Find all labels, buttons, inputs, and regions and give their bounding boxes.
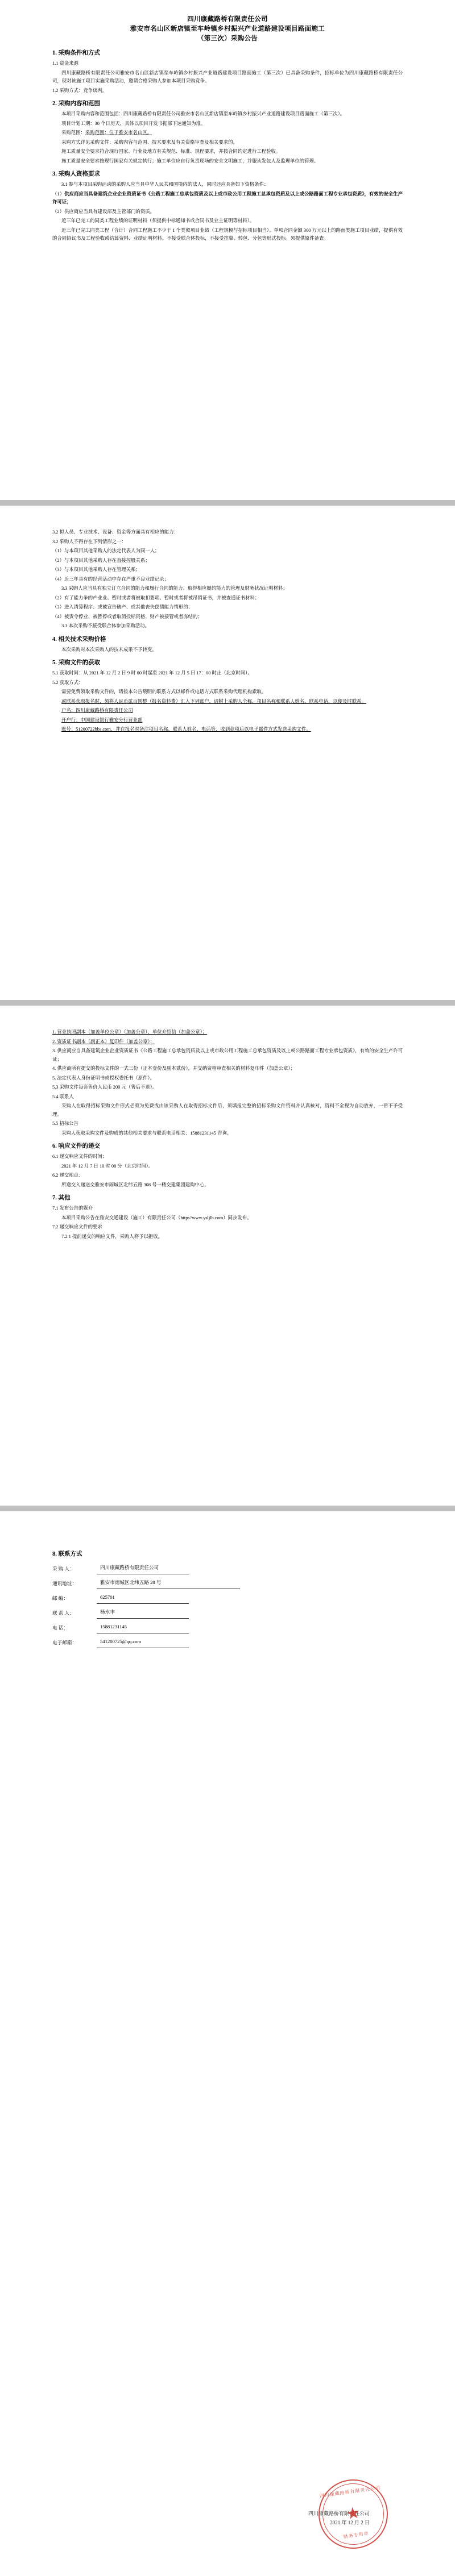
paragraph: 5.2 获取方式：	[52, 680, 84, 685]
paragraph: 7.1 发布公告的媒介	[52, 1206, 93, 1211]
contact-row	[52, 1636, 403, 1648]
paragraph: 账号：51200722bbs.com，并在报名时备注项目名称、联系人姓名、电话等，收到款项后以电子邮件方式发送采购文件。	[61, 727, 311, 732]
paragraph: 3.2 拟人员、专业技术、设备、资金等方面具有相应的能力：	[52, 530, 179, 535]
paragraph: （3）与本项目其他采购人存在管理关系；	[52, 567, 140, 572]
contact-value-email: 541200725@qq.com	[97, 1636, 189, 1648]
star-icon: ★	[345, 2504, 362, 2524]
seal-bottom-text: 财务专用章	[343, 2531, 370, 2540]
contact-row	[52, 1577, 403, 1589]
paragraph: （1）供应商应当具备建筑企业企业资质证书《公路工程施工总承包资质及以上或市政公用工程施工总承包资质及以上或公路路面工程专业承包资质》，有效的安全生产许可证；	[52, 191, 403, 205]
title-line-2: 雅安市名山区新店镇至车岭镇乡村振兴产业道路建设项目路面施工	[130, 26, 325, 32]
contact-value-postcode: 625701	[97, 1591, 189, 1604]
contact-label: 采 购 人：	[52, 1566, 75, 1572]
section-heading: 5. 采购文件的获取	[52, 660, 100, 666]
paragraph: 采购人在取得招标采购文件形式必须为免费或由该采购人在取得招标文件后，须填报完整的招标采购文件资料并认真核对，资料不全视为自动放弃，一律不予受理。	[52, 1103, 403, 1117]
paragraph: 4. 供应商所有提交的投标文件的一式三份（正本壹份及副本贰份），并交纳资格审查相关的材料复印件（加盖公章）；	[52, 1066, 296, 1071]
paragraph: 采购人获取采购文件及购成的其他相关要求与联系电话相关：15881231145 咨询。	[61, 1130, 232, 1136]
title-line-3: （第三次）采购公告	[197, 35, 258, 42]
paragraph: 2. 资质证书副本（副正本）复印件（加盖公章）；	[52, 1039, 155, 1044]
seal-top-text: 四川康藏路桥有限责任公司	[319, 2485, 381, 2499]
paragraph: 5.4 联系人	[52, 1094, 74, 1099]
paragraph: （4）近三年具有的经营活动中存在严重不良业绩记录；	[52, 576, 169, 582]
paragraph: 近三年已完工的同类工程业绩的证明材料（须提供中标通知书或合同书及业主证明等材料）。	[61, 218, 255, 223]
contact-row	[52, 1562, 403, 1574]
paragraph: 1.2 采购方式：竞争谈判。	[52, 87, 107, 93]
paragraph: 采购方式详见采购文件：采购内容与范围、技术要求及有关资格审查及相关要求的。	[61, 139, 238, 145]
paragraph: 施工质量安全要求符合现行国家、行业及地方有关规范、标准、规程要求，并按合同约定进行工程验收。	[61, 149, 281, 154]
section-heading: 3. 采购人资格要求	[52, 171, 100, 177]
paragraph: （1）与本项目其他采购人的法定代表人为同一人；	[52, 548, 160, 553]
section-heading: 6. 响应文件的递交	[52, 1143, 100, 1149]
contact-label: 邮 编：	[52, 1595, 68, 1601]
paragraph: 5. 法定代表人身份证明书或授权委托书（原件）。	[52, 1075, 155, 1081]
paragraph: 本项目采购内容和范围包括：四川康藏路桥有限责任公司雅安市名山区新店镇至车岭镇乡村振兴产业道路建设项目路面施工（第三次）。	[61, 111, 345, 116]
section-heading: 7. 其他	[52, 1195, 71, 1201]
company-seal-stamp	[314, 2475, 392, 2553]
paragraph: 需要免费领取采购文件的，请按本公告载明的联系方式以邮件或电话方式联系采购代理机构索取。	[61, 689, 267, 694]
section-heading: 2. 采购内容和范围	[52, 101, 100, 107]
paragraph: 本项目采购公告在雅安交通建设（施工）有限责任公司（http://www.ysljlb.com）同步发布。	[61, 1215, 252, 1220]
contact-value-purchaser: 四川康藏路桥有限责任公司	[97, 1562, 189, 1574]
signature-company: 四川康藏路桥有限责任公司	[308, 2511, 370, 2516]
document-page-3	[0, 1006, 455, 1506]
contact-row	[52, 1621, 403, 1633]
paragraph: 开户行：中国建设银行雅安分行营业部	[61, 717, 143, 723]
contact-label: 联 系 人：	[52, 1610, 75, 1616]
paragraph: 7.2.1 提前递交的响应文件，采购人将予以拒收。	[61, 1233, 163, 1239]
paragraph: （2）与本项目其他采购人存在直接控股关系；	[52, 557, 150, 563]
document-page-1	[0, 0, 455, 500]
paragraph: （4）被责令停业、被暂停或者取消投标资格、财产被接管或者冻结的；	[52, 614, 202, 619]
paragraph: 户名：四川康藏路桥有限责任公司	[61, 708, 133, 713]
section-heading-contact: 8. 联系方式	[52, 1551, 82, 1557]
paragraph: 采购范围：采购范围：位于雅安市名山区。	[61, 130, 152, 135]
contact-value-phone: 15881231145	[97, 1621, 189, 1633]
title-line-1: 四川康藏路桥有限责任公司	[187, 16, 268, 23]
paragraph: （3）进入清算程序、或被宣告破产、或其他丧失偿债能力情形的；	[52, 605, 193, 610]
paragraph: 1. 营业执照副本（加盖单位公章）（加盖公章）、单位介绍信（加盖公章）；	[52, 1029, 208, 1035]
paragraph: 3.3 本次采购不接受联合体参加采购活动。	[61, 623, 150, 628]
paragraph: 3. 供应商应当具备建筑企业企业资质证书《公路工程施工总承包资质及以上或市政公用工程施工总承包资质及以上或公路路面工程专业承包资质》，有效的安全生产许可证；	[52, 1048, 403, 1062]
contact-row	[52, 1606, 403, 1619]
paragraph: 项目计划工期：30 个日历天，具体以项目开发书据部下达通知为准。	[61, 120, 206, 126]
section-heading: 1. 采购条件和方式	[52, 50, 100, 56]
paragraph: 施工质量安全要求按现行国家有关规定执行；施工单位应自行负责现场的安全文明施工，并服从发包人及监理单位的管理。	[61, 158, 319, 164]
contact-row	[52, 1591, 403, 1604]
paragraph: 6.2 递交地点：	[52, 1173, 84, 1178]
contact-value-address: 雅安市雨城区北纬五路 28 号	[97, 1577, 240, 1589]
paragraph: 近三年已完工同类工程（合计）合同工程施工不少于 1 个类似项目业绩（工程规模与招标项目相当）。单项合同金额 300 万元以上的路面类施工项目业绩，提供有效的合同协议书及工程验收或结算资料、业绩证明材料。不接受联合体投标，不接受挂靠、转包、分包等形式投标。须提供原件备查。	[52, 227, 403, 241]
paragraph: 四川康藏路桥有限责任公司雅安市名山区新店镇至车岭镇乡村振兴产业道路建设项目路面施工（第三次）已具备采购条件，招标单位为四川康藏路桥有限责任公司，现对该施工项目实施采购活动，邀请合格采购人参加本项目采购竞争。	[52, 70, 403, 84]
paragraph: 6.1 递交响应文件的时间：	[52, 1154, 107, 1159]
paragraph: 7.2 递交响应文件的要求	[52, 1224, 102, 1229]
paragraph: 5.3 采购文件每套售价人民币 200 元（售后不退）。	[52, 1085, 158, 1090]
paragraph: 本次采购对本次采购人的技术成果不予转变。	[61, 647, 157, 652]
paragraph: 3.3 采购人应当具有独立订立合同的能力和履行合同的能力、取得相应履约能力的管理及财务状况证明材料；	[61, 586, 288, 591]
paragraph: （2）有了能力争的产业业、暂时或者将被取扣要项、暂时或者将被吊销证书，并被查通证书材料；	[52, 595, 260, 601]
contact-value-person: 杨水丰	[97, 1606, 189, 1619]
document-page-4	[0, 1511, 455, 2576]
paragraph: 所递交入递送交雅安市雨城区北纬五路 308 号一楼交建集团建购中心。	[61, 1182, 209, 1187]
paragraph: 1.1 资金来源	[52, 61, 79, 66]
paragraph: 5.1 获取时间：从 2021 年 12 月 2 日 9 时 00 时起至 2021 年 12 月 5 日 17：00 时止（北京时间）。	[52, 670, 253, 676]
page-title	[52, 15, 403, 44]
contact-table	[52, 1562, 403, 1648]
document-page-2	[0, 506, 455, 1000]
paragraph: 3.1 参与本项目采购活动的采购人应当具中华人民共和国境内的法人，同时还应具备如下资格条件：	[61, 182, 269, 187]
contact-label: 通讯地址：	[52, 1581, 77, 1586]
contact-label: 电 话：	[52, 1625, 68, 1631]
paragraph: 2021 年 12 月 7 日 10 时 00 分（北京时间）。	[61, 1163, 154, 1169]
paragraph: 3.2 采购人不得存在下列情形之一：	[52, 539, 126, 544]
paragraph: 5.5 招标公告	[52, 1121, 79, 1126]
paragraph: 或联系获取报名时，须将人民币贰百圆整（报名资料费）汇入下列账户，请附上采购人全称、项目名称和联系人姓名、联系电话，以便及时联系。	[61, 698, 366, 704]
signature-date: 2021 年 12 月 2 日	[330, 2520, 370, 2525]
contact-label: 电子邮箱：	[52, 1640, 77, 1645]
section-heading: 4. 相关技术采购价格	[52, 636, 106, 643]
paragraph: （2）供应商应当具有建设部及主管部门的资质。	[52, 209, 155, 214]
underlined-text: 采购范围：位于雅安市名山区。	[85, 130, 152, 135]
